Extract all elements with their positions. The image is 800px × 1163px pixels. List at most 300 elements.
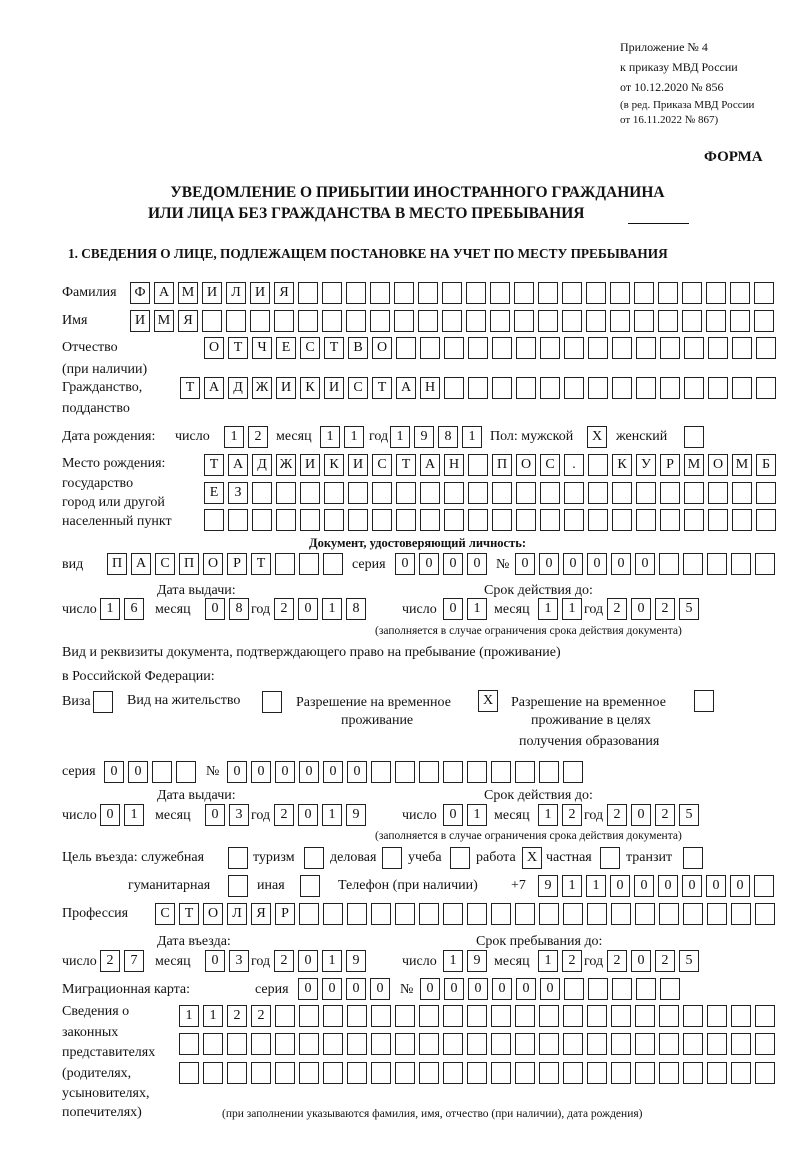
character-cell[interactable] [587,1033,607,1055]
character-cell[interactable]: С [540,454,560,476]
character-cell[interactable] [660,377,680,399]
character-cell[interactable]: Я [274,282,294,304]
character-cell[interactable]: 2 [274,804,294,826]
character-cell[interactable]: Т [324,337,344,359]
stay-number-field[interactable] [227,761,583,783]
character-cell[interactable]: К [300,377,320,399]
character-cell[interactable] [707,1005,727,1027]
character-cell[interactable] [635,1062,655,1084]
character-cell[interactable] [755,553,775,575]
character-cell[interactable] [731,553,751,575]
character-cell[interactable] [299,1005,319,1027]
character-cell[interactable]: Д [228,377,248,399]
character-cell[interactable] [323,553,343,575]
character-cell[interactable] [371,761,391,783]
character-cell[interactable] [660,509,680,531]
character-cell[interactable]: И [202,282,222,304]
character-cell[interactable]: Т [396,454,416,476]
checkbox-cell[interactable] [228,875,248,897]
character-cell[interactable]: 0 [631,804,651,826]
character-cell[interactable] [754,310,774,332]
character-cell[interactable]: Д [252,454,272,476]
character-cell[interactable] [636,509,656,531]
character-cell[interactable]: И [348,454,368,476]
id-valid-day-field[interactable] [443,598,487,620]
character-cell[interactable] [251,1033,271,1055]
character-cell[interactable] [588,377,608,399]
reps-line1-field[interactable] [179,1005,775,1027]
character-cell[interactable] [539,903,559,925]
character-cell[interactable]: С [348,377,368,399]
character-cell[interactable]: 0 [467,553,487,575]
character-cell[interactable] [418,282,438,304]
character-cell[interactable]: 0 [444,978,464,1000]
character-cell[interactable] [348,509,368,531]
character-cell[interactable] [444,377,464,399]
character-cell[interactable]: 0 [395,553,415,575]
stay-valid-year-field[interactable] [607,804,699,826]
character-cell[interactable] [202,310,222,332]
character-cell[interactable]: Т [372,377,392,399]
character-cell[interactable]: 3 [229,950,249,972]
character-cell[interactable]: А [204,377,224,399]
character-cell[interactable] [371,1062,391,1084]
character-cell[interactable]: 1 [538,598,558,620]
character-cell[interactable] [732,377,752,399]
character-cell[interactable]: П [107,553,127,575]
character-cell[interactable]: 0 [205,804,225,826]
character-cell[interactable] [707,553,727,575]
checkbox-cell[interactable] [304,847,324,869]
character-cell[interactable]: 2 [100,950,120,972]
character-cell[interactable] [179,1033,199,1055]
character-cell[interactable] [418,310,438,332]
character-cell[interactable]: О [372,337,392,359]
character-cell[interactable]: . [564,454,584,476]
character-cell[interactable]: 0 [419,553,439,575]
character-cell[interactable] [684,337,704,359]
character-cell[interactable] [636,337,656,359]
character-cell[interactable]: 0 [658,875,678,897]
character-cell[interactable] [587,1062,607,1084]
character-cell[interactable] [731,1033,751,1055]
character-cell[interactable]: Ж [276,454,296,476]
checkbox-cell[interactable] [93,691,113,713]
character-cell[interactable]: О [204,337,224,359]
character-cell[interactable] [492,509,512,531]
character-cell[interactable] [755,1062,775,1084]
character-cell[interactable]: 0 [635,553,655,575]
character-cell[interactable] [346,282,366,304]
character-cell[interactable]: 0 [563,553,583,575]
character-cell[interactable] [396,482,416,504]
character-cell[interactable] [731,903,751,925]
character-cell[interactable] [323,1062,343,1084]
character-cell[interactable] [467,1062,487,1084]
character-cell[interactable] [755,1033,775,1055]
character-cell[interactable]: 1 [344,426,364,448]
character-cell[interactable] [730,282,750,304]
character-cell[interactable]: 1 [322,950,342,972]
character-cell[interactable] [732,509,752,531]
character-cell[interactable] [396,509,416,531]
purpose-study-checkbox[interactable] [450,847,470,869]
character-cell[interactable]: 1 [462,426,482,448]
character-cell[interactable] [660,482,680,504]
character-cell[interactable] [564,377,584,399]
character-cell[interactable] [540,482,560,504]
character-cell[interactable]: 6 [124,598,144,620]
checkbox-cell[interactable] [683,847,703,869]
character-cell[interactable] [756,509,776,531]
sex-male-checkbox[interactable] [587,426,607,448]
id-kind-field[interactable] [107,553,343,575]
character-cell[interactable] [468,482,488,504]
character-cell[interactable] [443,1062,463,1084]
character-cell[interactable]: 1 [320,426,340,448]
character-cell[interactable]: 0 [298,978,318,1000]
until-day-field[interactable] [443,950,487,972]
character-cell[interactable]: 0 [634,875,654,897]
character-cell[interactable] [754,282,774,304]
character-cell[interactable] [516,509,536,531]
checkbox-cell[interactable]: X [478,690,498,712]
character-cell[interactable] [587,903,607,925]
character-cell[interactable] [659,903,679,925]
character-cell[interactable]: Я [251,903,271,925]
until-year-field[interactable] [607,950,699,972]
character-cell[interactable] [563,1062,583,1084]
character-cell[interactable] [756,377,776,399]
character-cell[interactable]: 0 [631,598,651,620]
character-cell[interactable]: Т [180,377,200,399]
character-cell[interactable] [299,553,319,575]
character-cell[interactable] [516,482,536,504]
residence-permit-checkbox[interactable] [262,691,282,713]
character-cell[interactable]: 0 [706,875,726,897]
character-cell[interactable] [251,1062,271,1084]
character-cell[interactable] [419,1005,439,1027]
character-cell[interactable] [346,310,366,332]
character-cell[interactable] [467,1033,487,1055]
character-cell[interactable]: 0 [370,978,390,1000]
character-cell[interactable] [612,482,632,504]
character-cell[interactable] [706,310,726,332]
purpose-private-checkbox[interactable] [600,847,620,869]
character-cell[interactable] [659,1033,679,1055]
character-cell[interactable]: 0 [128,761,148,783]
character-cell[interactable] [540,337,560,359]
checkbox-cell[interactable] [684,426,704,448]
stay-issue-day-field[interactable] [100,804,144,826]
character-cell[interactable] [564,482,584,504]
patronymic-field[interactable] [204,337,776,359]
character-cell[interactable]: И [324,377,344,399]
character-cell[interactable] [420,337,440,359]
purpose-business-checkbox[interactable] [382,847,402,869]
character-cell[interactable] [539,761,559,783]
character-cell[interactable]: 2 [655,598,675,620]
character-cell[interactable] [371,1033,391,1055]
character-cell[interactable] [684,377,704,399]
character-cell[interactable] [371,1005,391,1027]
character-cell[interactable]: 0 [275,761,295,783]
character-cell[interactable]: 0 [100,804,120,826]
character-cell[interactable] [514,282,534,304]
character-cell[interactable]: 1 [443,950,463,972]
character-cell[interactable] [347,903,367,925]
character-cell[interactable]: И [130,310,150,332]
character-cell[interactable]: 2 [562,950,582,972]
character-cell[interactable] [252,482,272,504]
character-cell[interactable] [323,1033,343,1055]
character-cell[interactable] [612,377,632,399]
character-cell[interactable]: Л [227,903,247,925]
character-cell[interactable]: 0 [610,875,630,897]
character-cell[interactable] [684,482,704,504]
character-cell[interactable] [468,509,488,531]
character-cell[interactable]: С [155,553,175,575]
character-cell[interactable] [204,509,224,531]
sex-female-checkbox[interactable] [684,426,704,448]
character-cell[interactable] [515,1033,535,1055]
character-cell[interactable] [708,337,728,359]
character-cell[interactable] [444,509,464,531]
character-cell[interactable]: 0 [298,598,318,620]
character-cell[interactable] [372,509,392,531]
character-cell[interactable]: М [154,310,174,332]
character-cell[interactable] [611,1062,631,1084]
character-cell[interactable] [300,509,320,531]
character-cell[interactable]: 0 [468,978,488,1000]
character-cell[interactable]: З [228,482,248,504]
character-cell[interactable] [756,337,776,359]
stay-issue-year-field[interactable] [274,804,366,826]
character-cell[interactable] [707,1062,727,1084]
character-cell[interactable]: Т [228,337,248,359]
character-cell[interactable] [658,310,678,332]
character-cell[interactable]: 0 [587,553,607,575]
character-cell[interactable] [708,509,728,531]
temporary-residence-edu-checkbox[interactable] [694,690,714,712]
character-cell[interactable] [634,282,654,304]
stay-valid-day-field[interactable] [443,804,487,826]
checkbox-cell[interactable] [450,847,470,869]
character-cell[interactable]: 7 [124,950,144,972]
character-cell[interactable] [563,1033,583,1055]
character-cell[interactable] [612,978,632,1000]
migration-series-field[interactable] [298,978,390,1000]
character-cell[interactable] [491,903,511,925]
character-cell[interactable] [636,978,656,1000]
temporary-residence-checkbox[interactable] [478,690,498,712]
character-cell[interactable] [658,282,678,304]
character-cell[interactable] [491,1033,511,1055]
entry-month-field[interactable] [205,950,249,972]
character-cell[interactable] [442,282,462,304]
character-cell[interactable] [636,377,656,399]
character-cell[interactable] [444,482,464,504]
character-cell[interactable] [588,509,608,531]
character-cell[interactable] [420,482,440,504]
id-series-field[interactable] [395,553,487,575]
character-cell[interactable] [610,282,630,304]
character-cell[interactable] [203,1062,223,1084]
character-cell[interactable] [443,1033,463,1055]
character-cell[interactable]: 1 [467,598,487,620]
character-cell[interactable] [444,337,464,359]
character-cell[interactable]: Н [420,377,440,399]
character-cell[interactable]: 0 [443,804,463,826]
character-cell[interactable] [660,337,680,359]
character-cell[interactable]: 0 [515,553,535,575]
character-cell[interactable] [395,761,415,783]
character-cell[interactable] [564,978,584,1000]
character-cell[interactable]: 8 [346,598,366,620]
character-cell[interactable] [730,310,750,332]
character-cell[interactable]: О [516,454,536,476]
purpose-work-checkbox[interactable] [522,847,542,869]
entry-year-field[interactable] [274,950,366,972]
character-cell[interactable] [419,903,439,925]
character-cell[interactable] [227,1033,247,1055]
character-cell[interactable]: 0 [539,553,559,575]
character-cell[interactable]: И [250,282,270,304]
character-cell[interactable] [468,337,488,359]
citizenship-field[interactable] [180,377,776,399]
character-cell[interactable]: С [300,337,320,359]
character-cell[interactable] [491,1062,511,1084]
character-cell[interactable]: 2 [562,804,582,826]
character-cell[interactable] [300,482,320,504]
character-cell[interactable]: 9 [414,426,434,448]
character-cell[interactable] [347,1005,367,1027]
character-cell[interactable] [467,1005,487,1027]
character-cell[interactable]: 8 [438,426,458,448]
checkbox-cell[interactable] [694,690,714,712]
character-cell[interactable] [490,282,510,304]
until-month-field[interactable] [538,950,582,972]
character-cell[interactable]: 0 [540,978,560,1000]
character-cell[interactable]: 0 [298,804,318,826]
character-cell[interactable]: 2 [655,950,675,972]
character-cell[interactable]: М [684,454,704,476]
character-cell[interactable]: Е [204,482,224,504]
character-cell[interactable] [491,761,511,783]
character-cell[interactable] [684,509,704,531]
migration-number-field[interactable] [420,978,680,1000]
character-cell[interactable] [227,1062,247,1084]
character-cell[interactable] [370,310,390,332]
character-cell[interactable]: С [155,903,175,925]
character-cell[interactable] [492,482,512,504]
character-cell[interactable]: 1 [203,1005,223,1027]
character-cell[interactable] [611,903,631,925]
character-cell[interactable] [372,482,392,504]
character-cell[interactable]: А [396,377,416,399]
character-cell[interactable]: П [179,553,199,575]
character-cell[interactable]: Н [444,454,464,476]
character-cell[interactable] [226,310,246,332]
character-cell[interactable] [514,310,534,332]
character-cell[interactable] [176,761,196,783]
character-cell[interactable]: 0 [611,553,631,575]
character-cell[interactable]: 8 [229,598,249,620]
character-cell[interactable] [539,1005,559,1027]
character-cell[interactable]: 2 [227,1005,247,1027]
character-cell[interactable]: 0 [346,978,366,1000]
character-cell[interactable] [420,509,440,531]
character-cell[interactable]: А [228,454,248,476]
character-cell[interactable] [682,310,702,332]
character-cell[interactable] [588,337,608,359]
character-cell[interactable]: 1 [467,804,487,826]
character-cell[interactable] [492,377,512,399]
character-cell[interactable] [466,310,486,332]
character-cell[interactable] [707,1033,727,1055]
character-cell[interactable] [276,482,296,504]
character-cell[interactable]: 2 [274,598,294,620]
character-cell[interactable]: 0 [299,761,319,783]
character-cell[interactable] [324,509,344,531]
checkbox-cell[interactable]: X [522,847,542,869]
character-cell[interactable]: Р [660,454,680,476]
checkbox-cell[interactable] [382,847,402,869]
character-cell[interactable] [562,282,582,304]
character-cell[interactable] [395,1033,415,1055]
character-cell[interactable]: 0 [443,598,463,620]
character-cell[interactable] [348,482,368,504]
character-cell[interactable] [683,903,703,925]
id-issue-year-field[interactable] [274,598,366,620]
character-cell[interactable]: 9 [467,950,487,972]
character-cell[interactable]: К [612,454,632,476]
character-cell[interactable] [635,1005,655,1027]
character-cell[interactable] [683,1062,703,1084]
character-cell[interactable] [540,509,560,531]
character-cell[interactable] [515,761,535,783]
character-cell[interactable] [563,761,583,783]
character-cell[interactable] [228,509,248,531]
character-cell[interactable]: Я [178,310,198,332]
character-cell[interactable] [635,1033,655,1055]
character-cell[interactable] [443,1005,463,1027]
purpose-other-checkbox[interactable] [300,875,320,897]
character-cell[interactable] [732,337,752,359]
character-cell[interactable]: О [708,454,728,476]
character-cell[interactable] [467,761,487,783]
character-cell[interactable] [396,337,416,359]
character-cell[interactable]: С [372,454,392,476]
character-cell[interactable] [442,310,462,332]
character-cell[interactable] [660,978,680,1000]
character-cell[interactable]: 2 [607,804,627,826]
character-cell[interactable]: О [203,903,223,925]
character-cell[interactable] [540,377,560,399]
character-cell[interactable] [323,903,343,925]
character-cell[interactable] [706,282,726,304]
character-cell[interactable] [467,903,487,925]
character-cell[interactable] [636,482,656,504]
character-cell[interactable] [731,1005,751,1027]
character-cell[interactable] [466,282,486,304]
character-cell[interactable] [299,1033,319,1055]
character-cell[interactable] [515,1062,535,1084]
character-cell[interactable]: 0 [516,978,536,1000]
character-cell[interactable]: 1 [224,426,244,448]
id-number-field[interactable] [515,553,775,575]
character-cell[interactable]: А [154,282,174,304]
